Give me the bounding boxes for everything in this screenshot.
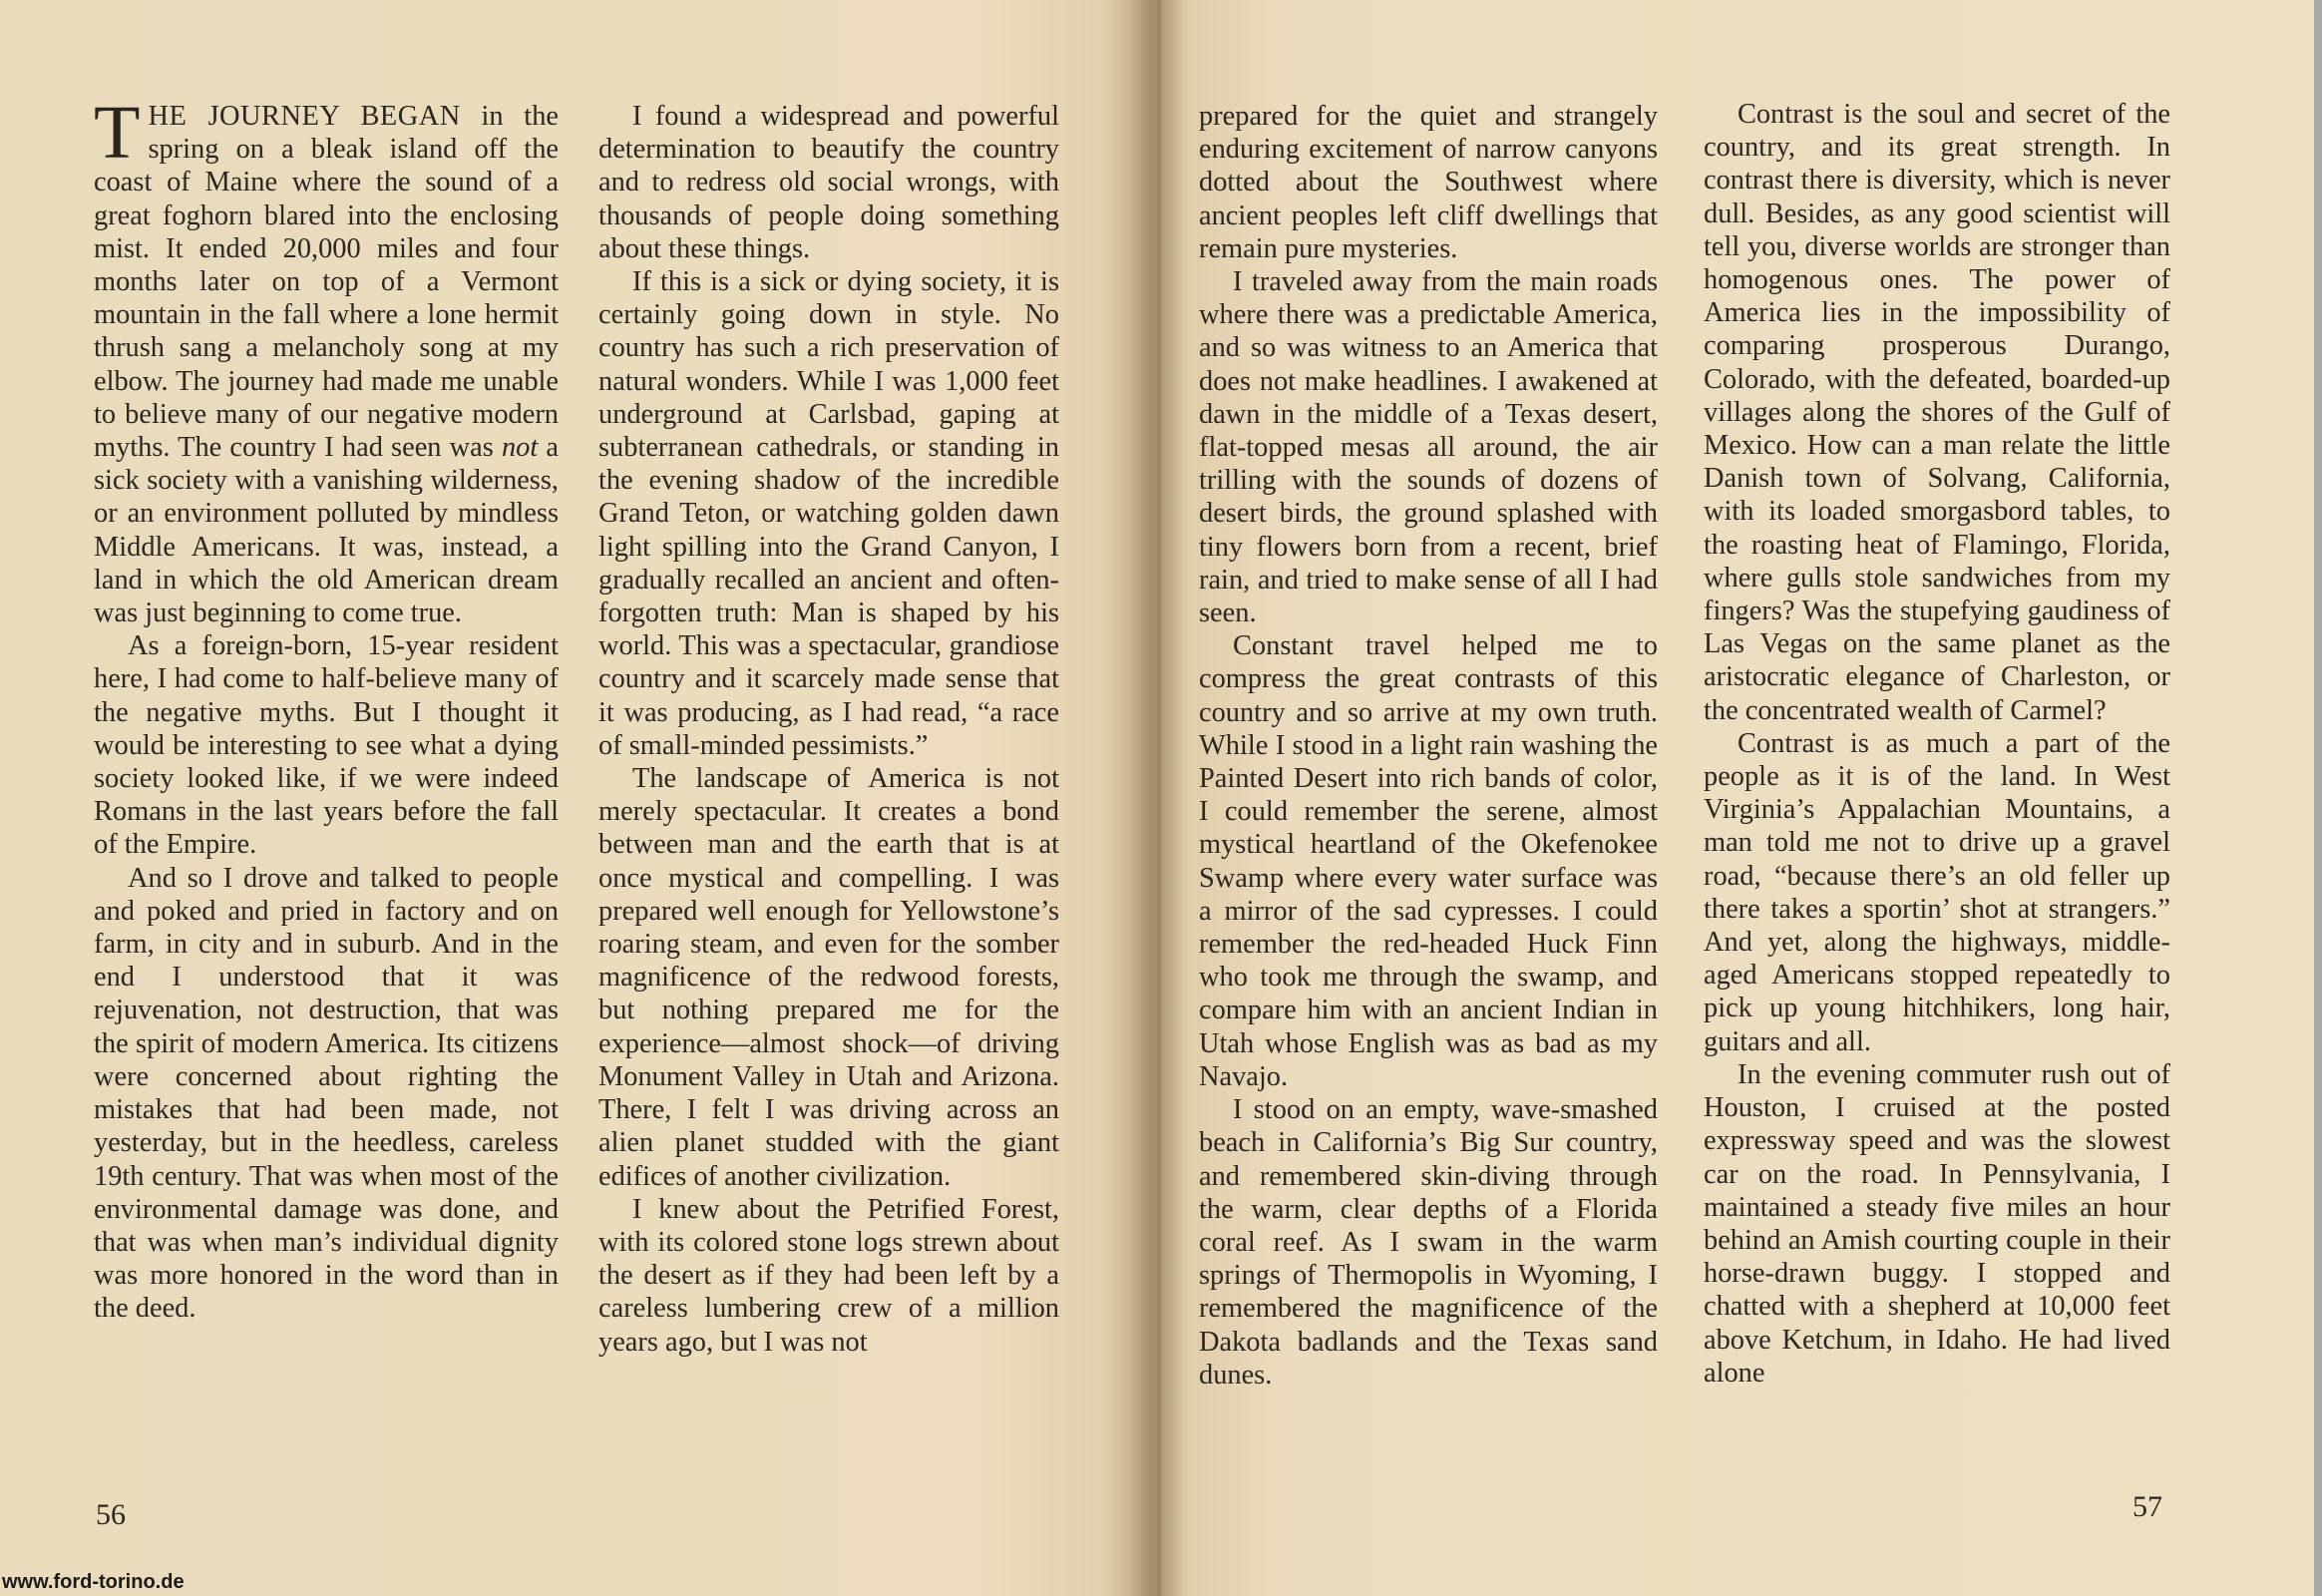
paragraph: If this is a sick or dying society, it is certainly going down in style. No country has such a rich preservation of natural wonders. While I was 1,000 feet underground at Carlsbad, gaping at subterranean cathedrals, or standing in the evening shadow of the incredible Grand Teton, or watching golden dawn light spilling into the Grand Canyon, I gradually recalled an ancient and often-forgotten truth: Man is shaped by his world. This was a spectacular, grandiose country and it scarcely made sense that it was producing, as I had read, “a race of small-minded pessimists.” — [598, 266, 1059, 761]
page-number: 57 — [2132, 1490, 2162, 1523]
drop-cap: T — [94, 91, 141, 175]
emphasis: not — [501, 432, 539, 464]
paragraph: Contrast is the soul and secret of the country, and its great strength. In contrast there is diversity, which is never dull. Besides, as any good scientist will tell you, diverse worlds are stronger than homogenous ones. The power of America lies in the impossibility of comparing prosperous Durango, Colorado, with the defeated, boarded-up villages along the shores of the Gulf of Mexico. How can a man relate the little Danish town of Solvang, California, with its loaded smorgasbord tables, to the roasting heat of Flamingo, Florida, where gulls stole sandwiches from my fingers? Was the stupefying gaudiness of Las Vegas on the same planet as the aristocratic elegance of Charleston, or the concentrated wealth of Carmel? — [1704, 99, 2170, 726]
paragraph: Contrast is as much a part of the people as it is of the land. In West Virginia’s Appalachian Mountains, a man told me not to drive up a gravel road, “because there’s an old feller up there takes a sportin’ shot at strangers.” And yet, along the highways, middle-aged Americans stopped repeatedly to pick up young hitchhikers, long hair, guitars and all. — [1704, 727, 2170, 1057]
paragraph-text: a sick society with a vanishing wilderness, or an environment polluted by mindless Middle Americans. It was, instead, a land in which the old American dream was just beginning to come true. — [94, 432, 560, 629]
watermark-url: www.ford-torino.de — [2, 1571, 185, 1593]
paragraph: And so I drove and talked to people and poked and pried in factory and on farm, in city and in suburb. And in the end I understood that it was rejuvenation, not destruction, that was the spirit of modern America. Its citizens were concerned about righting the mistakes that had been made, not yesterday, but in the heedless, careless 19th century. That was when most of the environmental damage was done, and that was when man’s individual dignity was more honored in the word than in the deed. — [94, 862, 559, 1325]
paragraph: I stood on an empty, wave-smashed beach in California’s Big Sur country, and remembered skin-diving through the warm, clear depths of a Florida coral reef. As I swam in the warm springs of Thermopolis in Wyoming, I remembered the magnificence of the Dakota badlands and the Texas sand dunes. — [1199, 1094, 1658, 1391]
paragraph: I knew about the Petrified Forest, with its colored stone logs strewn about the desert as if they had been left by a careless lumbering crew of a million years ago, but I was not — [598, 1193, 1059, 1358]
left-page-column-1 — [94, 91, 560, 1326]
paragraph: The landscape of America is not merely spectacular. It creates a bond between man and the earth that is at once mystical and compelling. I was prepared well enough for Yellowstone’s roaring steam, and even for the somber magnificence of the redwood forests, but nothing prepared me for the experience—almost shock—of driving Monument Valley in Utah and Arizona. There, I felt I was driving across an alien planet studded with the giant edifices of another civilization. — [598, 763, 1059, 1192]
paragraph: I traveled away from the main roads where there was a predictable America, and so was witness to an America that does not make headlines. I awakened at dawn in the middle of a Texas desert, flat-topped mesas all around, the air trilling with the sounds of dozens of desert birds, the ground splashed with tiny flowers born from a recent, brief rain, and tried to make sense of all I had seen. — [1199, 266, 1658, 629]
page-number: 56 — [96, 1498, 126, 1531]
paragraph: Constant travel helped me to compress the great contrasts of this country and so arrive at my own truth. While I stood in a light rain washing the Painted Desert into rich bands of color, I could remember the serene, almost mystical heartland of the Okefenokee Swamp where every water surface was a mirror of the sad cypresses. I could remember the red-headed Huck Finn who took me through the swamp, and compare him with an ancient Indian in Utah whose English was as bad as my Navajo. — [1199, 630, 1658, 1092]
paragraph — [94, 91, 560, 629]
lead-in: HE JOURNEY BEGAN — [148, 101, 461, 132]
left-page — [0, 0, 1149, 1596]
paragraph-text: in the spring on a bleak island off the coast of Maine where the sound of a great foghorn blared into the enclosing mist. It ended 20,000 miles and four months later on top of a Vermont mountain in the fall where a lone hermit thrush sang a melancholy song at my elbow. The journey had made me unable to believe many of our negative modern myths. The country I had seen was — [94, 101, 559, 464]
right-page-column-2 — [1704, 98, 2170, 1390]
paragraph: I found a widespread and powerful determination to beautify the country and to redress old social wrongs, with thousands of people doing something about these things. — [598, 101, 1059, 264]
paragraph: As a foreign-born, 15-year resident here, I had come to half-believe many of the negative myths. But I thought it would be interesting to see what a dying society looked like, if we were indeed Romans in the last years before the fall of the Empire. — [94, 630, 559, 861]
paragraph: In the evening commuter rush out of Houston, I cruised at the posted expressway speed and was the slowest car on the road. In Pennsylvania, I maintained a steady five miles an hour behind an Amish courting couple in their horse-drawn buggy. I stopped and chatted with a shepherd at 10,000 feet above Ketchum, in Idaho. He had lived alone — [1704, 1058, 2170, 1389]
left-page-column-2 — [598, 100, 1059, 1359]
right-page-column-1 — [1199, 100, 1658, 1392]
right-page — [1149, 0, 2322, 1596]
paragraph: prepared for the quiet and strangely enduring excitement of narrow canyons dotted about the Southwest where ancient peoples left cliff dwellings that remain pure mysteries. — [1199, 101, 1658, 264]
